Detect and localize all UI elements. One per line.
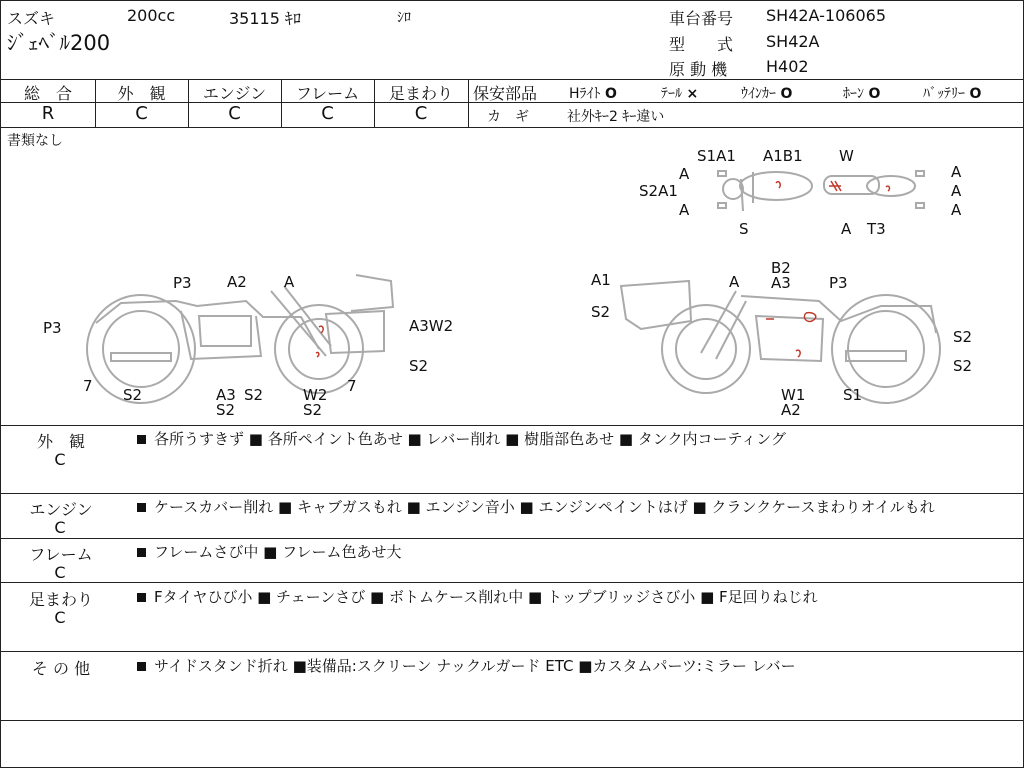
svg-text:S2: S2 [216,401,236,419]
type-label: 型 式 [669,35,734,54]
svg-text:A: A [729,273,740,291]
section-grade-engine: C [54,518,66,537]
svg-text:A: A [679,201,690,219]
section-grade-exterior: C [54,450,66,469]
grade-exterior: C [135,103,148,124]
maker: スズキ [7,9,56,28]
svg-text:7: 7 [347,377,357,395]
section-text-engine: ケースカバー削れ ■ キャブガスもれ ■ エンジン音小 ■ エンジンペイントはげ ■ クランクケースまわりオイルもれ [137,497,1017,518]
grade-label-frame: フレーム [295,84,360,103]
svg-text:S: S [739,220,749,238]
svg-text:S2: S2 [953,357,973,375]
svg-text:P3: P3 [829,274,848,292]
section-text-other: サイドスタンド折れ ■装備品:スクリーン ナックルガード ETC ■カスタムパーツ:ミラー レバー [137,656,1017,677]
engine-label: 原 動 機 [669,60,728,79]
section-label-suspension: 足まわり [28,590,93,609]
svg-text:A2: A2 [227,273,247,291]
section-label-frame: フレーム [29,545,93,564]
svg-text:A: A [951,163,962,181]
svg-text:A: A [679,165,690,183]
svg-text:A3: A3 [216,386,236,404]
svg-text:A2: A2 [781,401,801,419]
type-value: SH42A [766,32,820,51]
svg-text:S1A1: S1A1 [697,147,736,165]
svg-text:W: W [839,147,854,165]
frame-no-label: 車台番号 [669,9,734,28]
documents-note: 書類なし [7,133,63,149]
grade-label-suspension: 足まわり [388,84,453,103]
svg-text:A: A [951,182,962,200]
model-name: ｼﾞｪﾍﾞﾙ200 [7,31,111,55]
svg-text:P3: P3 [173,274,192,292]
grade-frame: C [321,103,334,124]
section-grade-frame: C [54,563,66,582]
safety-item-tail: ﾃｰﾙ × [661,86,699,102]
section-text-suspension: Fタイヤひび小 ■ チェーンさび ■ ボトムケース削れ中 ■ トップブリッジさび小 ■ F足回りねじれ [137,587,1017,608]
svg-text:S1: S1 [843,386,863,404]
svg-text:A: A [841,220,852,238]
svg-text:S2: S2 [953,328,973,346]
section-text-frame: フレームさび中 ■ フレーム色あせ大 [137,542,1017,563]
engine-value: H402 [766,57,809,76]
svg-text:A1: A1 [591,271,611,289]
divider [1,127,1023,128]
displacement: 200cc [127,6,176,25]
grade-overall: R [41,103,55,124]
damage-diagram [1,141,1023,426]
svg-text:S2: S2 [244,386,264,404]
grade-label-overall: 総 合 [23,84,72,103]
safety-label: 保安部品 [473,84,538,103]
body-color: ｼﾛ [397,10,411,26]
svg-text:A: A [284,273,295,291]
frame-no: SH42A-106065 [766,6,886,25]
safety-item-headlight: Hﾗｲﾄ O [569,86,617,102]
section-text-exterior: 各所うすきず ■ 各所ペイント色あせ ■ レバー削れ ■ 樹脂部色あせ ■ タンク内コーティング [137,429,1017,450]
svg-text:P3: P3 [43,319,62,337]
svg-text:7: 7 [83,377,93,395]
svg-text:W1: W1 [781,386,806,404]
grade-label-engine: エンジン [202,84,267,103]
svg-text:A: A [951,201,962,219]
safety-item-horn: ﾎｰﾝ O [843,86,881,102]
section-label-engine: エンジン [29,500,93,519]
section-grade-suspension: C [54,608,66,627]
key-value: 社外ｷｰ2 ｷｰ違い [567,109,665,125]
svg-text:A3W2: A3W2 [409,317,454,335]
grade-engine: C [228,103,241,124]
grade-suspension: C [414,103,428,124]
svg-text:S2: S2 [409,357,429,375]
svg-text:S2: S2 [123,386,143,404]
svg-text:B2: B2 [771,259,791,277]
svg-text:W2: W2 [303,386,328,404]
svg-text:T3: T3 [867,220,886,238]
svg-text:S2A1: S2A1 [639,182,678,200]
divider [1,79,1023,80]
section-label-exterior: 外 観 [36,432,85,451]
safety-item-battery: ﾊﾞｯﾃﾘｰ O [923,86,982,102]
svg-text:S2: S2 [303,401,323,419]
mileage: 35115 ｷﾛ [229,9,301,28]
grade-label-exterior: 外 観 [117,84,166,103]
section-label-other: そ の 他 [31,659,91,678]
svg-text:S2: S2 [591,303,611,321]
key-label: カ ギ [487,109,529,125]
safety-item-winker: ｳｲﾝｶｰ O [741,86,793,102]
svg-text:A1B1: A1B1 [763,147,803,165]
svg-text:A3: A3 [771,274,791,292]
